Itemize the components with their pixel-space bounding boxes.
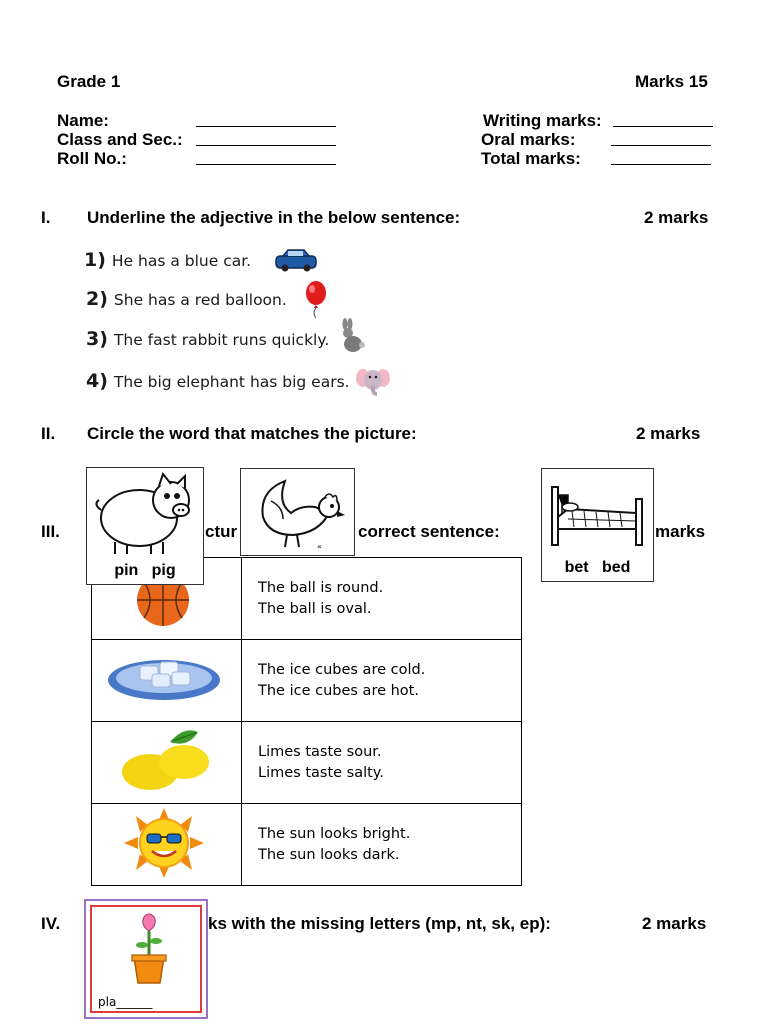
picture-cell xyxy=(92,722,242,804)
sentence-number: 2) xyxy=(86,288,108,310)
picture-cell xyxy=(92,640,242,722)
sentence-choice[interactable]: Limes taste salty. xyxy=(258,764,384,781)
total-marks-field-label: Total marks: xyxy=(481,149,581,168)
writing-marks-field[interactable] xyxy=(613,126,713,127)
sentence-choice[interactable]: The sun looks dark. xyxy=(258,846,400,863)
sentence-item[interactable] xyxy=(86,328,329,350)
name-field[interactable] xyxy=(196,126,336,127)
sentence-item[interactable] xyxy=(86,370,350,392)
plant-card-outer xyxy=(84,899,208,1019)
missing-word[interactable] xyxy=(98,995,152,1009)
sentence-number: 1) xyxy=(84,249,106,271)
writing-marks-label: Writing marks: xyxy=(483,111,602,130)
picture-card-pig[interactable] xyxy=(86,467,204,585)
roll-label: Roll No.: xyxy=(57,149,127,168)
bed-caption: bet bed xyxy=(564,559,631,576)
word-blank: ______ xyxy=(116,995,153,1009)
total-marks-field[interactable] xyxy=(611,164,711,165)
sentence-choices xyxy=(242,722,522,804)
sentence-text: The fast rabbit runs quickly. xyxy=(113,331,330,349)
class-label: Class and Sec.: xyxy=(57,130,183,149)
sentence-number: 4) xyxy=(86,370,108,392)
section-4-number: IV. xyxy=(41,914,61,933)
picture-card-bed[interactable] xyxy=(541,468,654,582)
section-2-title: Circle the word that matches the picture: xyxy=(87,424,417,443)
bed-icon xyxy=(548,473,648,547)
sentence-choice[interactable]: The ice cubes are cold. xyxy=(258,661,426,678)
sentence-choice[interactable]: The ice cubes are hot. xyxy=(258,682,419,699)
sentence-choices xyxy=(242,804,522,886)
section-1-title: Underline the adjective in the below sentence: xyxy=(87,208,461,227)
sentence-text: The big elephant has big ears. xyxy=(113,373,350,391)
plant-pot-icon xyxy=(126,913,172,985)
plant-card[interactable] xyxy=(90,905,202,1013)
sentence-choice[interactable]: The sun looks bright. xyxy=(258,825,411,842)
section-4-marks: 2 marks xyxy=(642,914,707,933)
sentence-table xyxy=(91,557,522,886)
hen-icon xyxy=(249,473,349,553)
class-field[interactable] xyxy=(196,145,336,146)
section-1-number: I. xyxy=(41,208,51,227)
table-row xyxy=(92,640,522,722)
section-1-marks: 2 marks xyxy=(644,208,709,227)
section-2-marks: 2 marks xyxy=(636,424,701,443)
grade-label: Grade 1 xyxy=(57,72,121,91)
sentence-choices xyxy=(242,640,522,722)
section-4-title-fragment: ks with the missing letters (mp, nt, sk, ep): xyxy=(208,914,551,933)
ice-cubes-icon xyxy=(92,640,241,716)
sentence-choice[interactable]: The ball is round. xyxy=(258,579,384,596)
section-3-number: III. xyxy=(41,522,60,541)
section-3-title-fragment: correct sentence: xyxy=(358,522,500,541)
name-label: Name: xyxy=(57,111,109,130)
oral-marks-label: Oral marks: xyxy=(481,130,576,149)
table-row xyxy=(92,722,522,804)
picture-cell xyxy=(92,804,242,886)
sun-icon xyxy=(92,804,241,880)
elephant-icon xyxy=(355,366,391,396)
svg-text:«: « xyxy=(317,542,322,551)
sentence-item[interactable] xyxy=(86,288,287,310)
picture-card-hen[interactable] xyxy=(240,468,355,556)
sentence-item[interactable] xyxy=(84,249,251,271)
total-marks-label: Marks 15 xyxy=(635,72,708,91)
lemon-icon xyxy=(92,722,241,798)
section-2-number: II. xyxy=(41,424,56,443)
sentence-choice[interactable]: The ball is oval. xyxy=(258,600,372,617)
balloon-icon xyxy=(302,280,330,320)
table-row xyxy=(92,804,522,886)
sentence-text: He has a blue car. xyxy=(111,252,252,270)
sentence-choice[interactable]: Limes taste sour. xyxy=(258,743,382,760)
pig-icon xyxy=(93,470,197,556)
sentence-number: 3) xyxy=(86,328,108,350)
section-3-marks: marks xyxy=(655,522,706,541)
word-start: pla xyxy=(98,995,117,1009)
rabbit-icon xyxy=(336,318,366,354)
oral-marks-field[interactable] xyxy=(611,145,711,146)
roll-field[interactable] xyxy=(196,164,336,165)
section-3-title-fragment: ctur xyxy=(205,522,238,541)
sentence-choices xyxy=(242,558,522,640)
sentence-text: She has a red balloon. xyxy=(113,291,287,309)
car-icon xyxy=(274,247,318,273)
pig-caption: pin pig xyxy=(114,562,176,579)
